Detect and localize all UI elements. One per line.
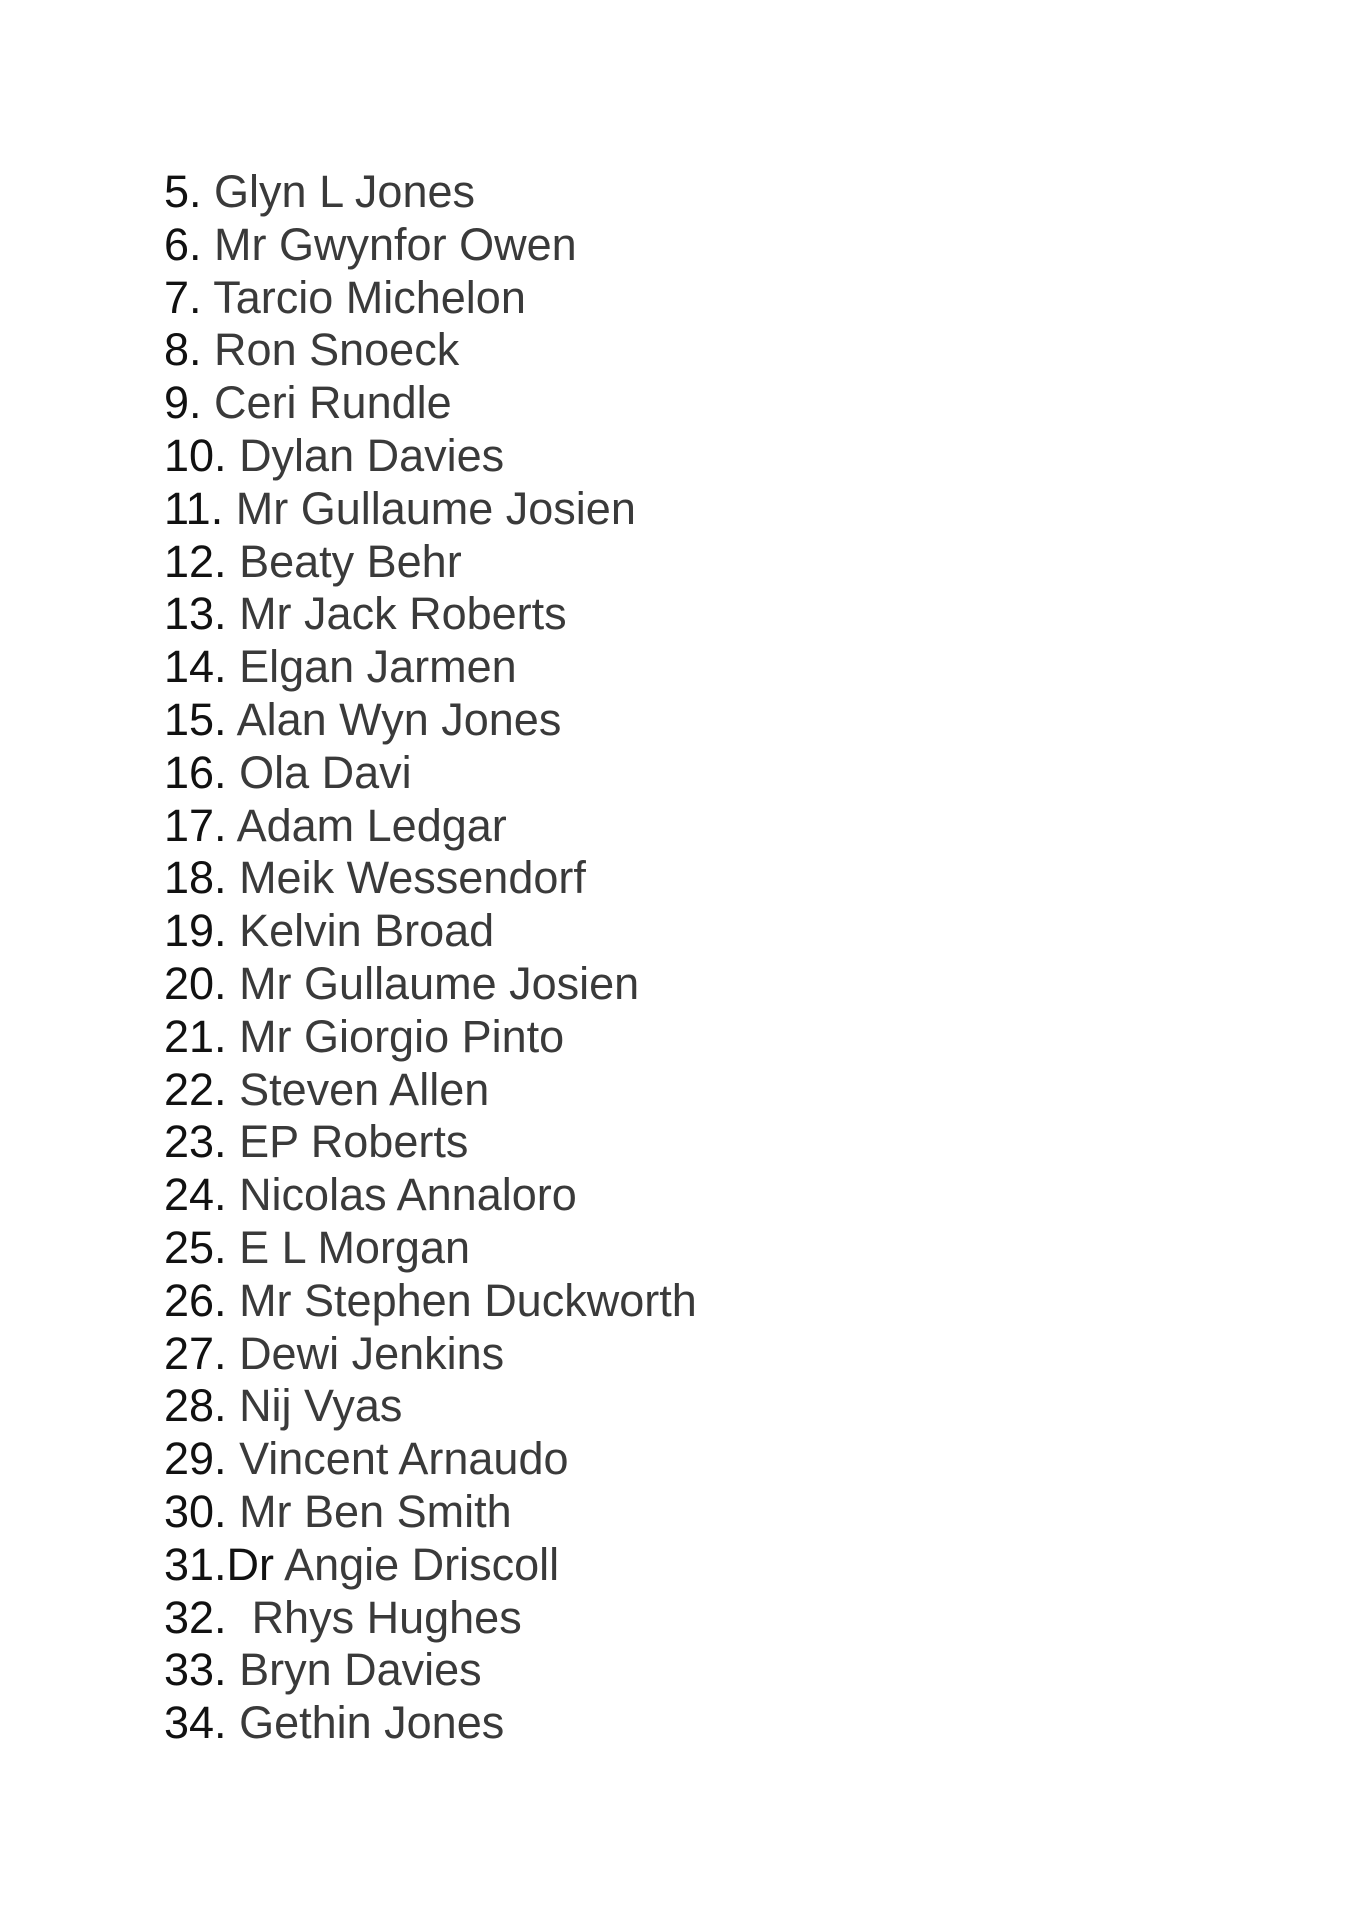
item-number: 9. [164, 377, 215, 429]
item-number: 14. [164, 641, 240, 693]
list-item [164, 1539, 697, 1592]
item-name: Mr Gullaume Josien [235, 482, 636, 534]
item-number: 22. [164, 1063, 240, 1115]
item-number: 31.Dr [164, 1538, 285, 1590]
item-number: 19. [164, 905, 240, 957]
item-name: Mr Gullaume Josien [239, 957, 640, 1009]
item-number: 15. [164, 693, 237, 745]
list-item [164, 1275, 697, 1328]
item-number: 23. [164, 1116, 240, 1168]
item-name: Elgan Jarmen [239, 641, 517, 693]
item-name: Ola Davi [239, 746, 412, 798]
item-name: Nicolas Annaloro [239, 1169, 577, 1221]
item-name: Dylan Davies [239, 429, 505, 481]
item-number: 10. [164, 429, 240, 481]
item-name: Alan Wyn Jones [236, 693, 562, 745]
item-number: 26. [164, 1274, 240, 1326]
item-name: Mr Jack Roberts [239, 588, 567, 640]
list-item [164, 324, 697, 377]
item-name: Mr Gwynfor Owen [214, 218, 577, 270]
item-number: 5. [164, 166, 215, 217]
item-name: Dewi Jenkins [239, 1327, 505, 1379]
list-item [164, 1169, 697, 1222]
item-name: Mr Ben Smith [239, 1485, 512, 1537]
list-item [164, 1644, 697, 1697]
item-number: 11. [164, 482, 236, 534]
item-number: 32. [164, 1591, 252, 1643]
item-number: 6. [164, 218, 215, 270]
item-name: Angie Driscoll [284, 1538, 560, 1590]
item-number: 21. [164, 1010, 240, 1062]
list-item [164, 852, 697, 905]
item-number: 13. [164, 588, 240, 640]
item-name: Steven Allen [239, 1063, 490, 1115]
item-number: 24. [164, 1169, 240, 1221]
item-name: Tarcio Michelon [213, 271, 526, 323]
list-item [164, 1116, 697, 1169]
item-name: Beaty Behr [239, 535, 462, 587]
item-number: 34. [164, 1697, 240, 1749]
numbered-name-list [164, 166, 697, 1750]
list-item [164, 219, 697, 272]
item-name: E L Morgan [239, 1221, 471, 1273]
item-name: Glyn L Jones [214, 166, 476, 217]
item-name: EP Roberts [239, 1116, 469, 1168]
item-name: Kelvin Broad [239, 905, 495, 957]
item-number: 28. [164, 1380, 240, 1432]
list-item [164, 166, 697, 219]
item-number: 29. [164, 1433, 240, 1485]
list-item [164, 1380, 697, 1433]
item-number: 20. [164, 957, 240, 1009]
item-name: Mr Stephen Duckworth [239, 1274, 697, 1326]
list-item [164, 641, 697, 694]
item-number: 25. [164, 1221, 240, 1273]
item-number: 18. [164, 852, 240, 904]
list-item [164, 694, 697, 747]
list-item [164, 1222, 697, 1275]
item-number: 27. [164, 1327, 240, 1379]
list-item [164, 377, 697, 430]
item-name: Gethin Jones [239, 1697, 505, 1749]
item-name: Ceri Rundle [214, 377, 452, 429]
list-item [164, 905, 697, 958]
list-item [164, 747, 697, 800]
list-item [164, 1064, 697, 1117]
item-number: 16. [164, 746, 240, 798]
item-number: 30. [164, 1485, 240, 1537]
item-number: 8. [164, 324, 215, 376]
list-item [164, 272, 697, 325]
item-name: Mr Giorgio Pinto [239, 1010, 565, 1062]
item-name: Bryn Davies [239, 1644, 482, 1696]
item-number: 12. [164, 535, 240, 587]
list-item [164, 536, 697, 589]
list-item [164, 1486, 697, 1539]
item-number: 17. [164, 799, 237, 851]
list-item [164, 1592, 697, 1645]
list-item [164, 1011, 697, 1064]
list-item [164, 800, 697, 853]
list-item [164, 958, 697, 1011]
item-number: 33. [164, 1644, 240, 1696]
list-item [164, 1328, 697, 1381]
list-item [164, 1433, 697, 1486]
item-name: Meik Wessendorf [239, 852, 586, 904]
list-item [164, 588, 697, 641]
item-name: Ron Snoeck [214, 324, 460, 376]
item-name: Adam Ledgar [236, 799, 507, 851]
list-item [164, 1697, 697, 1750]
item-number: 7. [164, 271, 214, 323]
item-name: Rhys Hughes [251, 1591, 522, 1643]
item-name: Vincent Arnaudo [239, 1433, 569, 1485]
list-item [164, 483, 697, 536]
item-name: Nij Vyas [239, 1380, 403, 1432]
list-item [164, 430, 697, 483]
